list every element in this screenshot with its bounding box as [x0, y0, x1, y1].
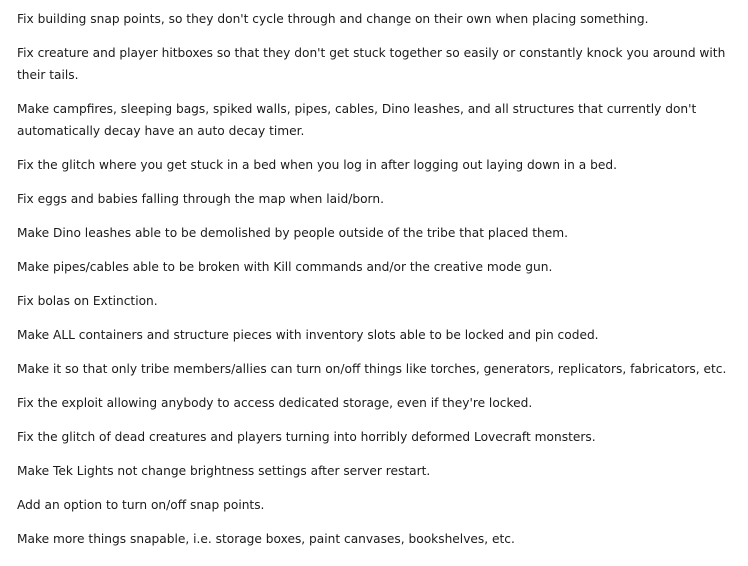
paragraph-13: Make Tek Lights not change brightness settings after server restart.: [17, 464, 431, 478]
paragraph-1: Fix building snap points, so they don't cycle through and change on their own when placing something.: [17, 12, 649, 26]
paragraph-4: Fix the glitch where you get stuck in a bed when you log in after logging out laying down in a bed.: [17, 158, 617, 172]
paragraph-5: Fix eggs and babies falling through the map when laid/born.: [17, 192, 384, 206]
paragraph-6: Make Dino leashes able to be demolished by people outside of the tribe that placed them.: [17, 226, 569, 240]
paragraph-8: Fix bolas on Extinction.: [17, 294, 158, 308]
paragraph-3: Make campfires, sleeping bags, spiked walls, pipes, cables, Dino leashes, and all structures that currently don't automatically decay have an auto decay timer.: [17, 102, 697, 138]
paragraph-10: Make it so that only tribe members/allies can turn on/off things like torches, generators, replicators, fabricators, etc.: [17, 362, 727, 376]
paragraph-14: Add an option to turn on/off snap points.: [17, 498, 265, 512]
document-body: [17, 8, 742, 562]
paragraph-15: Make more things snapable, i.e. storage boxes, paint canvases, bookshelves, etc.: [17, 532, 515, 546]
paragraph-2: Fix creature and player hitboxes so that they don't get stuck together so easily or constantly knock you around with their tails.: [17, 46, 726, 82]
paragraph-11: Fix the exploit allowing anybody to access dedicated storage, even if they're locked.: [17, 396, 533, 410]
paragraph-9: Make ALL containers and structure pieces with inventory slots able to be locked and pin coded.: [17, 328, 599, 342]
paragraph-12: Fix the glitch of dead creatures and players turning into horribly deformed Lovecraft monsters.: [17, 430, 596, 444]
paragraph-7: Make pipes/cables able to be broken with Kill commands and/or the creative mode gun.: [17, 260, 553, 274]
